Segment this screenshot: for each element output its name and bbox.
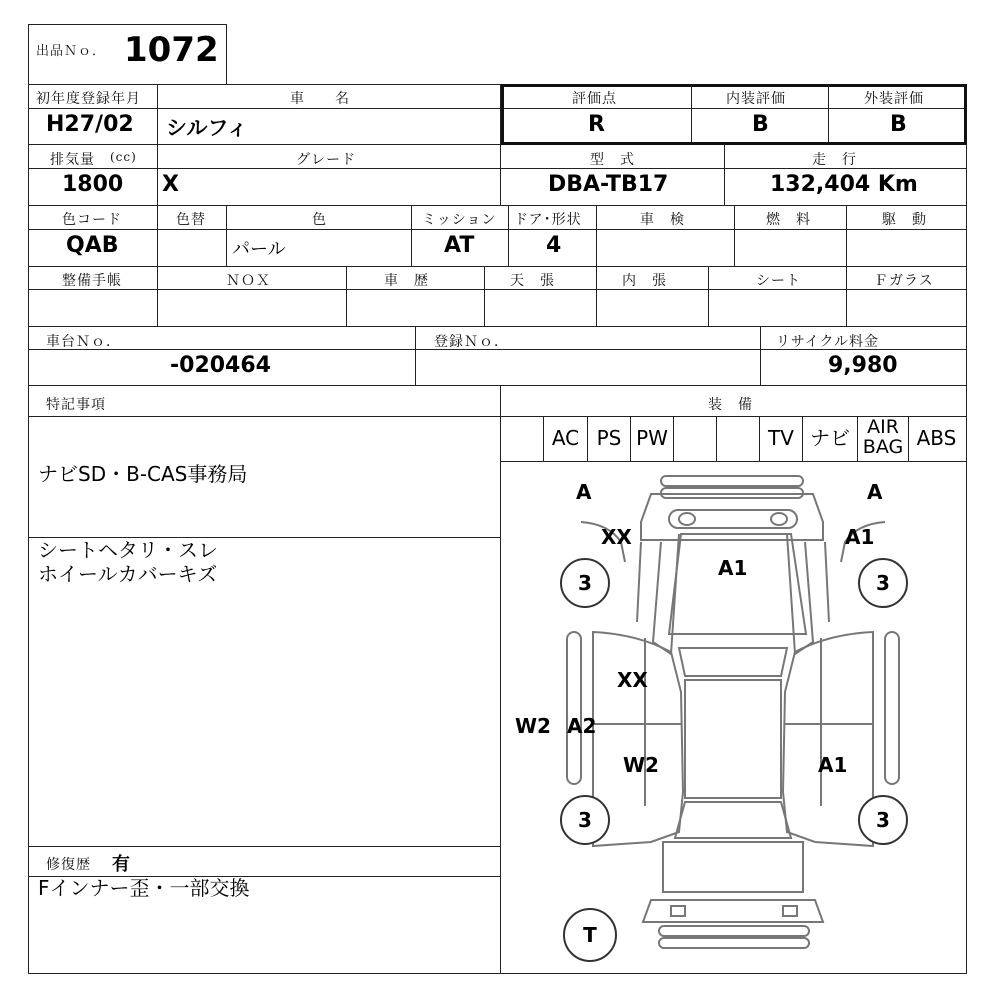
lot-number: 1072 [124,30,219,70]
model-label: 型 式 [590,152,635,168]
nox-label: ＮＯＸ [226,273,271,289]
repair-detail: Fインナー歪・一部交換 [38,876,250,900]
lot-number-label: 出品Ｎｏ． [36,44,107,59]
mission-label: ミッション [422,212,497,228]
notes-line-1: ナビSD・B-CAS事務局 [38,462,248,486]
equipment-item: ABS [916,426,957,450]
damage-front-left: A [576,480,592,504]
notes-line-2: シートヘタリ・スレ ホイールカバーキズ [38,538,218,586]
equipment-item: TV [768,426,794,450]
damage-right-rear: A1 [818,753,848,777]
displacement-unit: (cc) [110,150,137,164]
color-code-label: 色コード [62,212,122,228]
score-label: 評価点 [572,91,617,107]
notes-label: 特記事項 [46,397,106,413]
car-name-value: シルフィ [166,116,248,140]
interior-score-label: 内装評価 [726,91,786,107]
damage-hood-left: XX [601,525,632,549]
car-name-label: 車 名 [290,91,350,107]
damage-front-right: A [867,480,883,504]
first-reg-value: H27/02 [46,112,134,137]
damage-left-front-door: XX [617,668,648,692]
equipment-item: AC [551,426,580,450]
interior-lining-label: 内 張 [622,273,667,289]
damage-hood-right: A1 [845,525,875,549]
damage-hood: A1 [718,556,748,580]
door-value: 4 [546,233,562,258]
inspection-label: 車 検 [640,212,685,228]
equipment-item: AIR BAG [862,416,904,458]
color-value: パール [232,239,286,260]
recycle-label: リサイクル料金 [776,334,880,350]
tire-rear-right: 3 [858,795,908,845]
damage-left-body: W2 [515,714,551,738]
equipment-label: 装 備 [708,397,753,413]
score-value: R [588,112,605,137]
glass-label: Ｆガラス [874,273,934,289]
equipment-item: PS [596,426,622,450]
repair-value: 有 [112,854,130,875]
equipment-item: PW [636,426,668,450]
first-reg-label: 初年度登録年月 [36,91,141,107]
mission-value: AT [444,233,475,258]
history-label: 車 歴 [384,273,429,289]
damage-left-a: A2 [567,714,597,738]
maintenance-label: 整備手帳 [62,273,122,289]
exterior-score-value: B [890,112,907,137]
mileage-label: 走 行 [812,152,857,168]
tire-rear-left: 3 [560,795,610,845]
interior-score-value: B [752,112,769,137]
grade-label: グレード [296,152,356,168]
chassis-label: 車台Ｎｏ． [46,334,121,350]
recycle-value: 9,980 [828,353,898,378]
displacement-value: 1800 [62,172,124,197]
fuel-label: 燃 料 [766,212,811,228]
displacement-label: 排気量 [50,152,95,168]
tire-front-right: 3 [858,558,908,608]
repair-label: 修復歴 [46,857,91,873]
color-change-label: 色替 [176,212,206,228]
color-label: 色 [312,212,327,228]
ceiling-label: 天 張 [510,273,555,289]
mileage-value: 132,404 Km [770,172,918,197]
trunk-marker: T [563,908,617,962]
damage-left-rear-door: W2 [623,753,659,777]
drive-label: 駆 動 [882,212,927,228]
chassis-value: -020464 [170,353,271,378]
door-label: ドア･形状 [514,212,582,228]
color-code-value: QAB [66,233,119,258]
reg-no-label: 登録Ｎｏ． [434,334,509,350]
exterior-score-label: 外装評価 [864,91,924,107]
equipment-item: ナビ [810,426,850,450]
tire-front-left: 3 [560,558,610,608]
seat-label: シート [756,273,801,289]
model-value: DBA-TB17 [548,172,669,197]
grade-value: X [162,172,179,197]
